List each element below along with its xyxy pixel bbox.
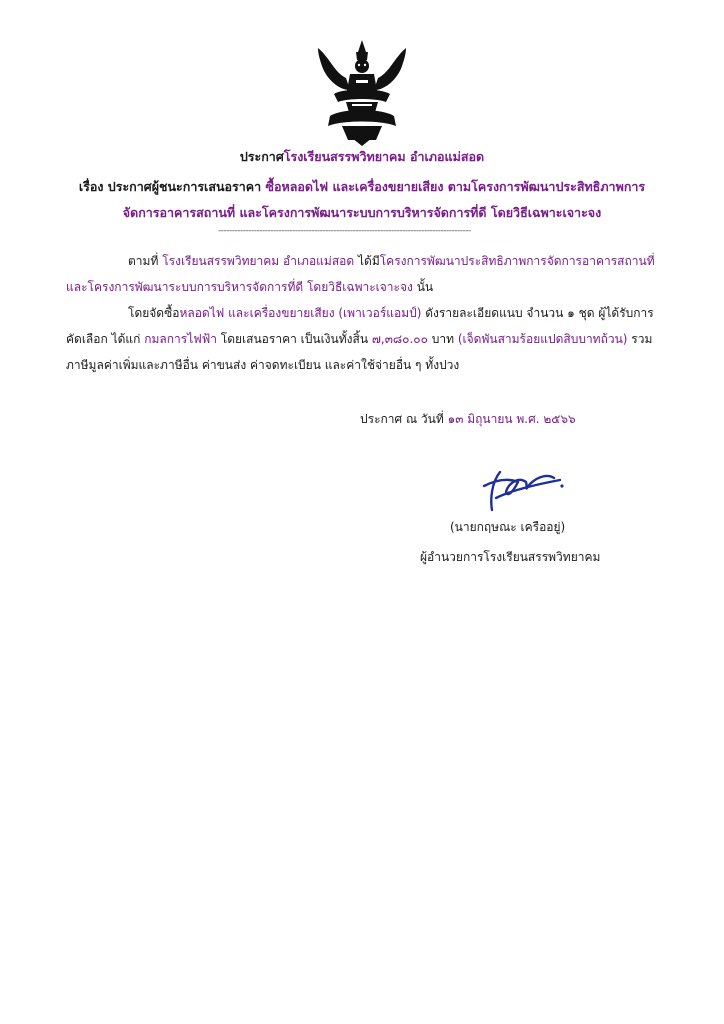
body-text: ได้มี [357, 254, 380, 268]
project-name-2: และโครงการพัฒนาระบบการบริหารจัดการที่ดี โดยวิธีเฉพาะเจาะจง [66, 280, 413, 294]
body-line-5: ภาษีมูลค่าเพิ่มและภาษีอื่น ค่าขนส่ง ค่าจดทะเบียน และค่าใช้จ่ายอื่น ๆ ทั้งปวง [66, 358, 460, 372]
subject-label: เรื่อง ประกาศผู้ชนะการเสนอราคา [78, 179, 262, 194]
body-text: ตามที่ [128, 254, 159, 268]
subject-line [0, 177, 724, 197]
body-text: คัดเลือก ได้แก่ [66, 332, 145, 346]
announce-date-line [360, 410, 576, 429]
body-line-3 [128, 304, 654, 323]
body-text: โดยเสนอราคา เป็นเงินทั้งสิ้น [216, 332, 372, 346]
project-name: โครงการพัฒนาประสิทธิภาพการจัดการอาคารสถานที่ [379, 254, 655, 268]
title-prefix: ประกาศ [239, 149, 284, 164]
body-line-4 [66, 330, 652, 349]
body-text: ดังรายละเอียดแนบ จำนวน ๑ ชุด ผู้ได้รับการ [421, 306, 654, 320]
announce-date: ๑๓ มิถุนายน พ.ศ. ๒๕๖๖ [447, 412, 576, 426]
divider: -------------------------------------------------------------------------------------------- [218, 226, 471, 236]
signature-image [478, 462, 568, 514]
body-line-1 [128, 252, 655, 271]
subject-line-2: จัดการอาคารสถานที่ และโครงการพัฒนาระบบการบริหารจัดการที่ดี โดยวิธีเฉพาะเจาะจง [122, 205, 602, 220]
announce-label: ประกาศ ณ วันที่ [360, 412, 444, 426]
body-text: นั้น [412, 280, 434, 294]
signatory-position: ผู้อำนวยการโรงเรียนสรรพวิทยาคม [420, 550, 601, 564]
subject-text: ซื้อหลอดไฟ และเครื่องขยายเสียง ตามโครงการพัฒนาประสิทธิภาพการ [265, 179, 646, 194]
school-name: โรงเรียนสรรพวิทยาคม อำเภอแม่สอด [283, 149, 485, 164]
body-text: บาท [427, 332, 458, 346]
garuda-emblem [312, 38, 412, 146]
announcement-title [0, 147, 724, 167]
body-text: โดยจัดซื้อ [128, 306, 180, 320]
vendor-name: กมลการไฟฟ้า [144, 332, 217, 346]
body-text: รวม [627, 332, 653, 346]
body-line-2 [66, 278, 433, 297]
price-words: (เจ็ดพันสามร้อยแปดสิบบาทถ้วน) [457, 332, 628, 346]
item-name: หลอดไฟ และเครื่องขยายเสียง (เพาเวอร์แอมป์) [179, 306, 422, 320]
signatory-name: (นายกฤษณะ เครืออยู่) [450, 520, 566, 534]
school-name-ref: โรงเรียนสรรพวิทยาคม อำเภอแม่สอด [162, 254, 355, 268]
price-amount: ๗,๓๘๐.๐๐ [371, 332, 428, 346]
